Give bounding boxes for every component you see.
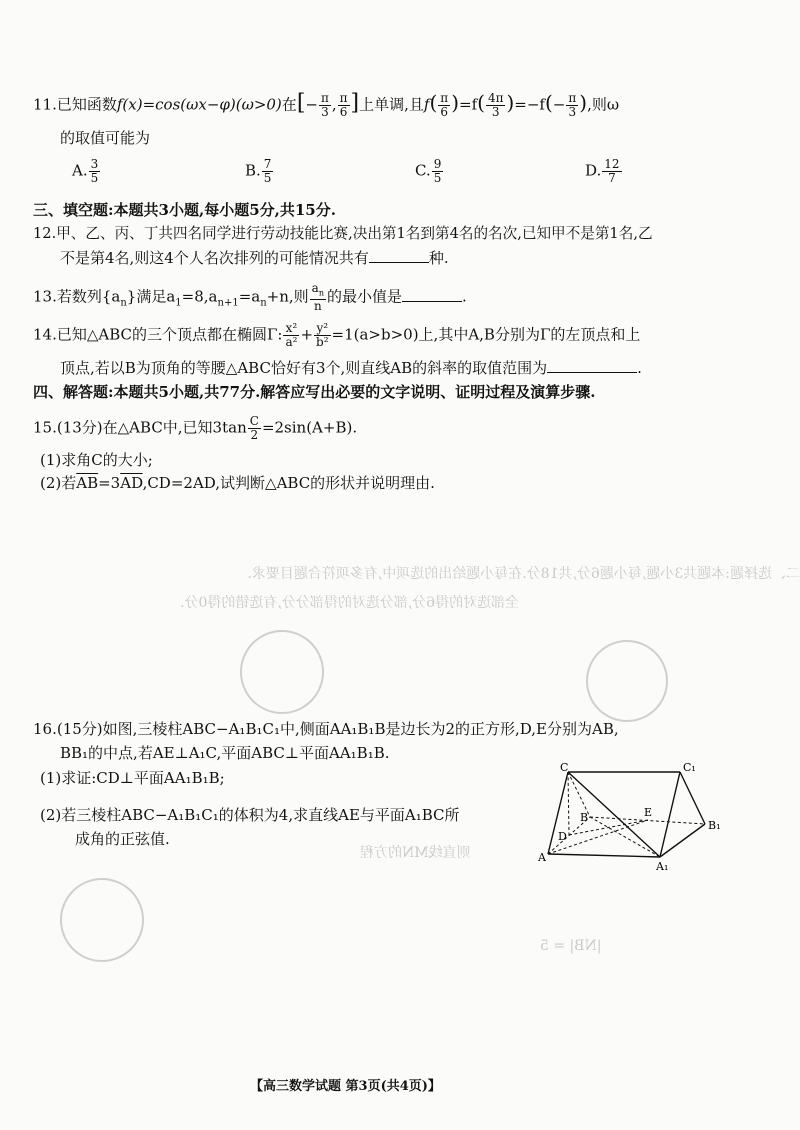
q11-cond-6: 6: [440, 105, 449, 119]
edge-c1-b1: [680, 772, 705, 824]
q11-func: f(x)=cos(ωx−φ)(ω>0): [116, 95, 282, 114]
page-footer: 【高三数学试题 第3页(共4页)】: [250, 1079, 441, 1094]
q11-option-a-label: A.: [72, 161, 88, 180]
q13-d: =a: [238, 287, 261, 306]
q14-b2: b²: [316, 335, 329, 349]
q11-option-b: [245, 158, 274, 185]
q13-sub-1: 1: [175, 297, 182, 309]
label-c: C: [560, 762, 569, 774]
q11-option-b-label: B.: [245, 161, 261, 180]
q12-answer-blank[interactable]: [369, 248, 429, 263]
q15-frac-den: 2: [250, 428, 259, 442]
q11-interval-pi2: π: [339, 91, 348, 105]
label-d: D: [558, 830, 567, 843]
q11-option-d-label: D.: [585, 161, 602, 180]
q15-line1: [33, 415, 357, 442]
q13-answer-blank[interactable]: [402, 287, 462, 302]
q15-frac-num: C: [249, 414, 259, 428]
q11-option-b-num: 7: [263, 157, 272, 171]
q13-g: .: [461, 287, 467, 306]
q13-sub-n1: n+1: [217, 297, 239, 309]
q11-monotone: 上单调,且: [359, 95, 424, 114]
q15-vec-ad: $\overline{AD}$: [120, 474, 143, 492]
bleed-text-1: 二、选择题:本题共3小题,每小题6分,共18分.在每小题给出的选项中,有多项符合题目要求.: [247, 566, 800, 582]
section-3-heading: 三、填空题:本题共3小题,每小题5分,共15分.: [33, 201, 336, 219]
q11-cond-3b: 3: [568, 105, 577, 119]
q11-option-c: [415, 158, 444, 185]
q15-p2a: (2)若: [40, 474, 77, 492]
q16-line2: BB₁的中点,若AE⊥A₁C,平面ABC⊥平面AA₁B₁B.: [60, 744, 390, 762]
q12-line1: 12.甲、乙、丙、丁共四名同学进行劳动技能比赛,决出第1名到第4名的名次,已知甲不是第1名,乙: [33, 225, 653, 242]
q11-option-c-label: C.: [415, 161, 431, 180]
bleed-text-4: |NB| = 5: [540, 938, 602, 954]
q11-cond-3a: 3: [491, 105, 500, 119]
q15-b: =2sin(A+B).: [261, 418, 358, 437]
q15-vec-ab: $\overline{AB}$: [76, 474, 99, 492]
q14-answer-blank[interactable]: [547, 358, 637, 373]
q14-a2: a²: [285, 335, 298, 349]
q13-c: =8,a: [181, 287, 218, 306]
q11-interval-den3: 3: [321, 105, 329, 119]
q13-frac-den: n: [313, 299, 322, 314]
label-b: B: [580, 811, 589, 824]
segment-b-a1: [590, 817, 660, 857]
q11-option-d-den: 7: [608, 171, 616, 185]
q13-frac-num: a: [311, 281, 319, 295]
q11-in: 在: [281, 95, 297, 114]
q15-p2b: =3: [98, 474, 121, 492]
q15-p2c: ,CD=2AD,试判断△ABC的形状并说明理由.: [142, 474, 435, 492]
q11-option-d: [585, 158, 623, 185]
q16-part2a: (2)若三棱柱ABC−A₁B₁C₁的体积为4,求直线AE与平面A₁BC所: [40, 806, 460, 824]
q11-cond-pi-b: π: [568, 91, 577, 105]
q14-a: 14.已知△ABC的三个顶点都在椭圆Γ:: [33, 325, 283, 344]
q11-option-a-den: 5: [90, 171, 99, 185]
q14-line2: [60, 358, 642, 378]
q13-b: }满足a: [126, 287, 176, 306]
q11-option-a-num: 3: [90, 157, 99, 171]
q11-f1: f: [423, 95, 430, 114]
q11-interval-pi1: π: [320, 91, 329, 105]
q12-line2b: 种.: [428, 249, 449, 267]
label-b1: B₁: [708, 819, 721, 832]
q14-end: .: [637, 359, 642, 377]
edge-a-a1: [548, 854, 660, 857]
q11-option-c-den: 5: [433, 171, 442, 185]
label-a1: A₁: [656, 860, 669, 872]
q14-plus: +: [300, 325, 314, 344]
bleed-circle-2: [586, 640, 668, 722]
label-a: A: [538, 851, 546, 864]
q13-line: [33, 282, 467, 314]
q11-line1: 11.已知函数f(x)=cos(ωx−φ)(ω>0)在[− $\frac{\pi}{3}$ , $\frac{\pi}{6}$ ]上单调,且f( $\frac{\pi}{6}$ )=f( $\frac{4\pi}{3}$ )=−f(− $\frac{\pi}{3}$ ),则ω: [33, 90, 620, 119]
q11-cond-eq2: =−f: [514, 95, 545, 114]
q11-interval-minus: −: [305, 95, 318, 114]
q11-lead: 11.已知函数: [33, 95, 117, 114]
label-e: E: [644, 806, 653, 819]
q13-a: 13.若数列{a: [33, 287, 121, 306]
q11-line2: 的取值可能为: [60, 129, 151, 147]
q13-frac-num-sub: n: [318, 288, 324, 298]
prism-figure: [530, 762, 725, 872]
label-c1: C₁: [683, 762, 696, 774]
q12-line2: [60, 248, 449, 268]
q11-interval-den6: 6: [339, 105, 348, 119]
segment-c-d: [568, 772, 569, 835]
q13-sub-n2: n: [260, 297, 267, 309]
q15-part1: (1)求角C的大小;: [40, 451, 153, 469]
q13-e: +n,则: [266, 287, 309, 306]
q14-line2-text: 顶点,若以B为顶角的等腰△ABC恰好有3个,则直线AB的斜率的取值范围为: [60, 359, 548, 377]
q14-b: =1(a>b>0)上,其中A,B分别为Γ的左顶点和上: [331, 325, 641, 344]
q11-cond-4pi: 4π: [487, 91, 504, 105]
q11-cond-eq1: =f: [459, 95, 478, 114]
q11-option-a: [72, 158, 101, 185]
q13-f: 的最小值是: [326, 287, 402, 306]
q11-cond-minus: −: [552, 95, 566, 114]
q15-a: 15.(13分)在△ABC中,已知3tan: [33, 418, 247, 437]
q15-part2: [40, 473, 435, 493]
q11-option-d-num: 12: [604, 157, 620, 171]
q11-then: ,则ω: [587, 95, 620, 114]
q11-option-b-den: 5: [263, 171, 272, 185]
q12-line2a: 不是第4名,则这4个人名次排列的可能情况共有: [60, 249, 369, 267]
q14-line1: [33, 322, 640, 349]
q11-cond-pi-a: π: [440, 91, 449, 105]
q14-y2: y²: [314, 322, 331, 336]
q11-option-c-num: 9: [433, 157, 442, 171]
bleed-circle-1: [240, 630, 324, 714]
bleed-text-2: 全部选对的得6分,部分选对的得部分分,有选错的得0分.: [180, 595, 520, 611]
bleed-text-3: 则直线MN的方程: [360, 845, 471, 861]
bleed-circle-3: [60, 878, 144, 962]
q14-x2: x²: [283, 322, 299, 336]
section-4-heading: 四、解答题:本题共5小题,共77分.解答应写出必要的文字说明、证明过程及演算步骤.: [33, 383, 596, 401]
q16-line1: 16.(15分)如图,三棱柱ABC−A₁B₁C₁中,侧面AA₁B₁B是边长为2的正方形,D,E分别为AB,: [33, 720, 619, 738]
q16-part2b: 成角的正弦值.: [75, 830, 170, 848]
q16-part1: (1)求证:CD⊥平面AA₁B₁B;: [40, 769, 225, 787]
q13-sub-n: n: [120, 297, 127, 309]
